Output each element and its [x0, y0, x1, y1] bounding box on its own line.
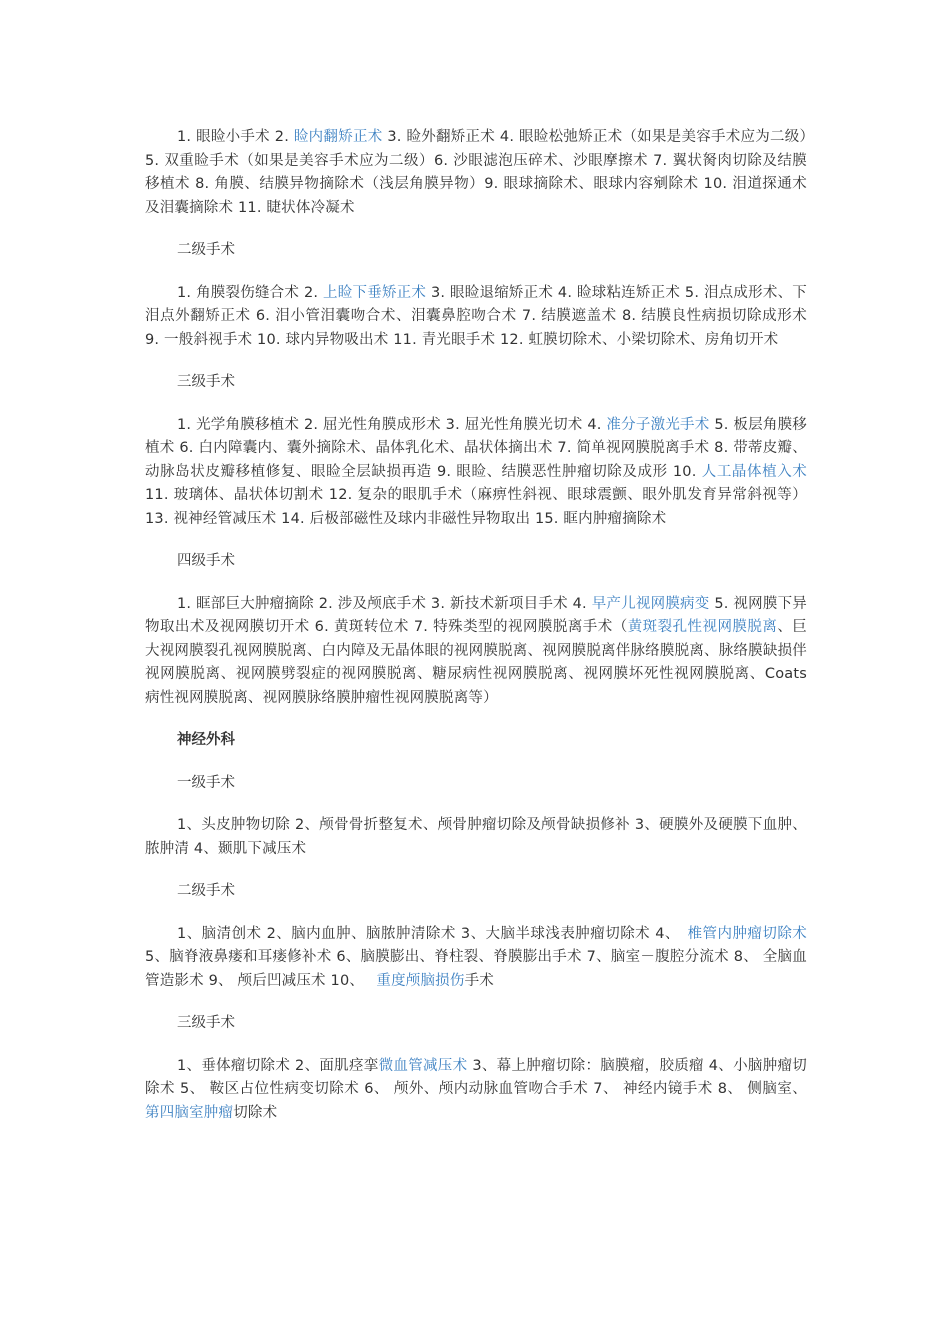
paragraph-text: 手术 [464, 972, 494, 989]
paragraph-spacer [145, 710, 807, 729]
paragraph-text: 11. 玻璃体、晶状体切割术 12. 复杂的眼肌手术（麻痹性斜视、眼球震颤、眼外肌发育异常斜视等）13. 视神经管减压术 14. 后极部磁性及球内非磁性异物取出 15. 眶内肿瘤摘除术 [145, 487, 807, 527]
paragraph-spacer [145, 395, 807, 414]
paragraph-text: 、巨大视网膜裂孔视网膜脱离、白内障及无晶体眼的视网膜脱离、视网膜脱离伴脉络膜脱离、脉络膜缺损伴视网膜脱离、视网膜劈裂症的视网膜脱离、糖尿病性视网膜脱离、视网膜坏死性视网膜脱离、Coats 病性视网膜脱离、视网膜脉络膜肿瘤性视网膜脱离等） [145, 619, 807, 706]
paragraph-spacer [145, 904, 807, 923]
procedure-link[interactable]: 睑内翻矫正术 [293, 129, 383, 145]
paragraph-spacer [145, 352, 807, 371]
paragraph-spacer [145, 861, 807, 880]
paragraph-text: 1、头皮肿物切除 2、颅骨骨折整复术、颅骨肿瘤切除及颅骨缺损修补 3、硬膜外及硬膜下血肿、脓肿清 4、颞肌下减压术 [145, 817, 807, 857]
paragraph-spacer [145, 220, 807, 239]
surgery-level-heading: 三级手术 [177, 374, 235, 390]
section-title: 神经外科 [177, 732, 235, 748]
paragraph-text: 1、垂体瘤切除术 2、面肌痉挛 [177, 1057, 379, 1074]
paragraph-text: 5、脑脊液鼻瘘和耳瘘修补术 6、脑膜膨出、脊柱裂、脊膜膨出手术 7、脑室－腹腔分流术 8、 全脑血管造影术 9、 颅后凹减压术 10、 [145, 949, 807, 989]
paragraph-text: 1. 光学角膜移植术 2. 屈光性角膜成形术 3. 屈光性角膜光切术 4. [177, 416, 607, 433]
paragraph-text: 1. 眼睑小手术 2. [177, 129, 294, 145]
surgery-level-heading: 四级手术 [177, 553, 235, 569]
paragraph-spacer [145, 753, 807, 772]
procedure-link[interactable]: 重度颅脑损伤 [376, 972, 465, 989]
paragraph-text: 切除术 [233, 1104, 278, 1121]
paragraph-text: 3、幕上肿瘤切除：脑膜瘤，胶质瘤 4、小脑肿瘤切除术 5、 鞍区占位性病变切除术 6、 颅外、颅内动脉血管吻合手术 7、 神经内镜手术 8、 侧脑室、 [145, 1057, 808, 1097]
paragraph-text: 3. 睑外翻矫正术 4. 眼睑松弛矫正术（如果是美容手术应为二级）5. 双重睑手术（如果是美容手术应为二级）6. 沙眼滤泡压碎术、沙眼摩擦术 7. 翼状胬肉切除及结膜移植术 8. 角膜、结膜异物摘除术（浅层角膜异物）9. 眼球摘除术、眼球内容剜除术 10. 泪道探通术及泪囊摘除术 11. 睫状体冷凝术 [145, 129, 807, 216]
surgery-list-paragraph [145, 1055, 807, 1126]
surgery-level-heading: 二级手术 [177, 242, 235, 258]
surgery-level-heading: 一级手术 [177, 774, 235, 791]
procedure-link[interactable]: 上睑下垂矫正术 [323, 284, 427, 301]
paragraph-text: 1. 角膜裂伤缝合术 2. [177, 284, 324, 301]
procedure-link[interactable]: 微血管减压术 [378, 1057, 468, 1074]
surgery-list-paragraph [145, 126, 807, 220]
paragraph-spacer [145, 1036, 807, 1055]
procedure-link[interactable]: 准分子激光手术 [606, 416, 710, 433]
procedure-link[interactable]: 人工晶体植入术 [701, 463, 808, 480]
paragraph-spacer [145, 531, 807, 550]
paragraph-spacer [145, 993, 807, 1012]
paragraph-text: 3. 眼睑退缩矫正术 4. 睑球粘连矫正术 5. 泪点成形术、下泪点外翻矫正术 6. 泪小管泪囊吻合术、泪囊鼻腔吻合术 7. 结膜遮盖术 8. 结膜良性病损切除成形术 9. 一般斜视手术 10. 球内异物吸出术 11. 青光眼手术 12. 虹膜切除术、小梁切除术、房角切开术 [145, 284, 808, 348]
paragraph-spacer [145, 795, 807, 814]
surgery-list-paragraph [145, 414, 807, 532]
paragraph-spacer [145, 263, 807, 282]
paragraph-text: 5. 视网膜下异物取出术及视网膜切开术 6. 黄斑转位术 7. 特殊类型的视网膜脱离手术（ [145, 595, 807, 635]
surgery-list-paragraph [145, 282, 807, 353]
paragraph-text: 1、脑清创术 2、脑内血肿、脑脓肿清除术 3、大脑半球浅表肿瘤切除术 4、 [177, 925, 688, 942]
surgery-list-paragraph [145, 923, 807, 994]
paragraph-spacer [145, 574, 807, 593]
document-page [145, 126, 807, 1125]
surgery-list-paragraph [145, 593, 807, 711]
surgery-list-paragraph [145, 814, 807, 861]
paragraph-text: 5. 板层角膜移植术 6. 白内障囊内、囊外摘除术、晶体乳化术、晶状体摘出术 7. 简单视网膜脱离手术 8. 带蒂皮瓣、动脉岛状皮瓣移植修复、眼睑全层缺损再造 9. 眼睑、结膜恶性肿瘤切除及成形 10. [145, 416, 807, 480]
procedure-link[interactable]: 椎管内肿瘤切除术 [687, 925, 807, 942]
surgery-level-heading: 二级手术 [177, 883, 235, 899]
paragraph-text: 1. 眶部巨大肿瘤摘除 2. 涉及颅底手术 3. 新技术新项目手术 4. [177, 595, 592, 612]
procedure-link[interactable]: 第四脑室肿瘤 [145, 1104, 234, 1121]
surgery-level-heading: 三级手术 [177, 1015, 235, 1031]
procedure-link[interactable]: 早产儿视网膜病变 [591, 595, 710, 612]
procedure-link[interactable]: 黄斑裂孔性视网膜脱离 [627, 619, 778, 635]
